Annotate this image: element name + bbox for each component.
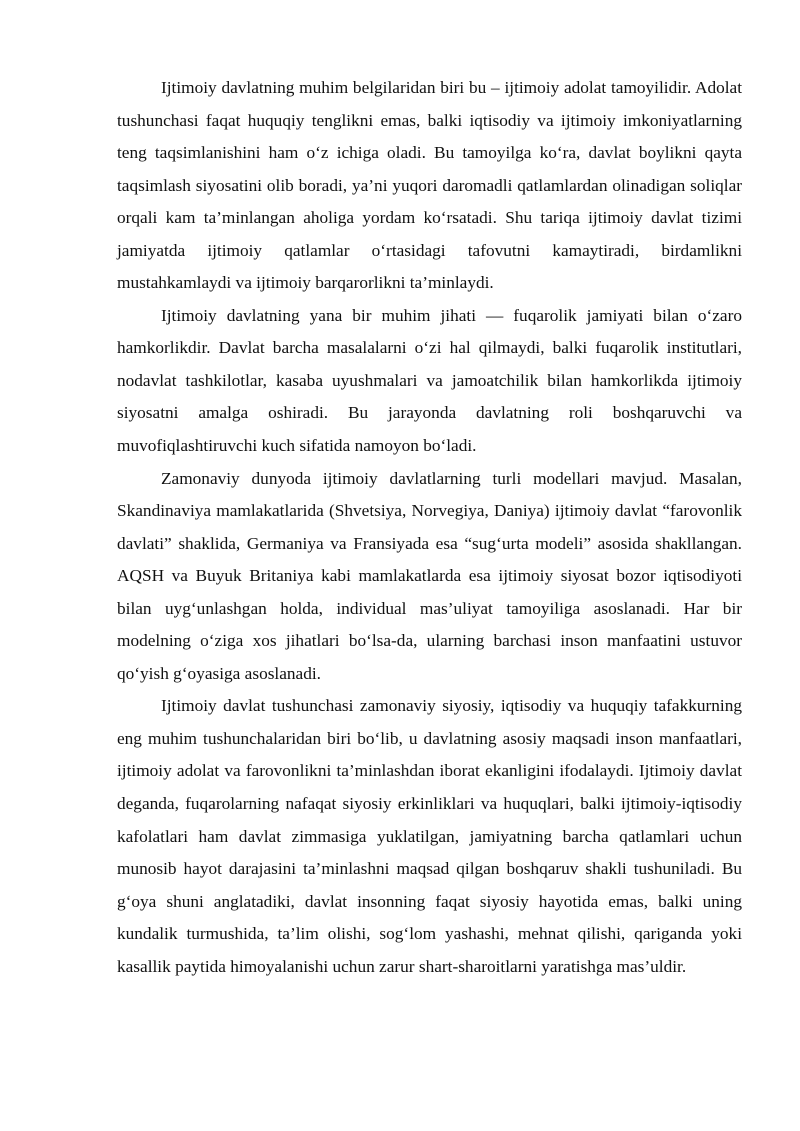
paragraph-social-state-concept: Ijtimoiy davlat tushunchasi zamonaviy siyosiy, iqtisodiy va huquqiy tafakkurning eng muhim tushunchalaridan biri bo‘lib, u davlatning asosiy maqsadi inson manfaatlari, ijtimoiy adolat va farovonlikni ta’minlashdan iborat ekanligini ifodalaydi. Ijtimoiy davlat deganda, fuqarolarning nafaqat siyosiy erkinliklari va huquqlari, balki ijtimoiy-iqtisodiy kafolatlari ham davlat zimmasiga yuklatilgan, jamiyatning barcha qatlamlari uchun munosib hayot darajasini ta’minlashni maqsad qilgan boshqaruv shakli tushuniladi. Bu g‘oya shuni anglatadiki, davlat insonning faqat siyosiy hayotida emas, balki uning kundalik turmushida, ta’lim olishi, sog‘lom yashashi, mehnat qilishi, qariganda yoki kasallik paytida himoyalanishi uchun zarur shart-sharoitlarni yaratishga mas’uldir. (117, 696, 742, 976)
paragraph-civil-society: Ijtimoiy davlatning yana bir muhim jihati — fuqarolik jamiyati bilan o‘zaro hamkorlikdir. Davlat barcha masalalarni o‘zi hal qilmaydi, balki fuqarolik institutlari, nodavlat tashkilotlar, kasaba uyushmalari va jamoatchilik bilan hamkorlikda ijtimoiy siyosatni amalga oshiradi. Bu jarayonda davlatning roli boshqaruvchi va muvofiqlashtiruvchi kuch sifatida namoyon bo‘ladi. (117, 305, 742, 456)
document-body (117, 72, 742, 983)
paragraph-state-models: Zamonaviy dunyoda ijtimoiy davlatlarning turli modellari mavjud. Masalan, Skandinaviya mamlakatlarida (Shvetsiya, Norvegiya, Daniya) ijtimoiy davlat “farovonlik davlati” shaklida, Germaniya va Fransiyada esa “sug‘urta modeli” asosida shakllangan. AQSH va Buyuk Britaniya kabi mamlakatlarda esa ijtimoiy siyosat bozor iqtisodiyoti bilan uyg‘unlashgan holda, individual mas’uliyat tamoyiliga asoslanadi. Har bir modelning o‘ziga xos jihatlari bo‘lsa-da, ularning barchasi inson manfaatini ustuvor qo‘yish g‘oyasiga asoslanadi. (117, 468, 742, 683)
paragraph-social-justice: Ijtimoiy davlatning muhim belgilaridan biri bu – ijtimoiy adolat tamoyilidir. Adolat tushunchasi faqat huquqiy tenglikni emas, balki iqtisodiy va ijtimoiy imkoniyatlarning teng taqsimlanishini ham o‘z ichiga oladi. Bu tamoyilga ko‘ra, davlat boylikni qayta taqsimlash siyosatini olib boradi, ya’ni yuqori daromadli qatlamlardan olinadigan soliqlar orqali kam ta’minlangan aholiga yordam ko‘rsatadi. Shu tariqa ijtimoiy davlat tizimi jamiyatda ijtimoiy qatlamlar o‘rtasidagi tafovutni kamaytiradi, birdamlikni mustahkamlaydi va ijtimoiy barqarorlikni ta’minlaydi. (117, 78, 742, 293)
